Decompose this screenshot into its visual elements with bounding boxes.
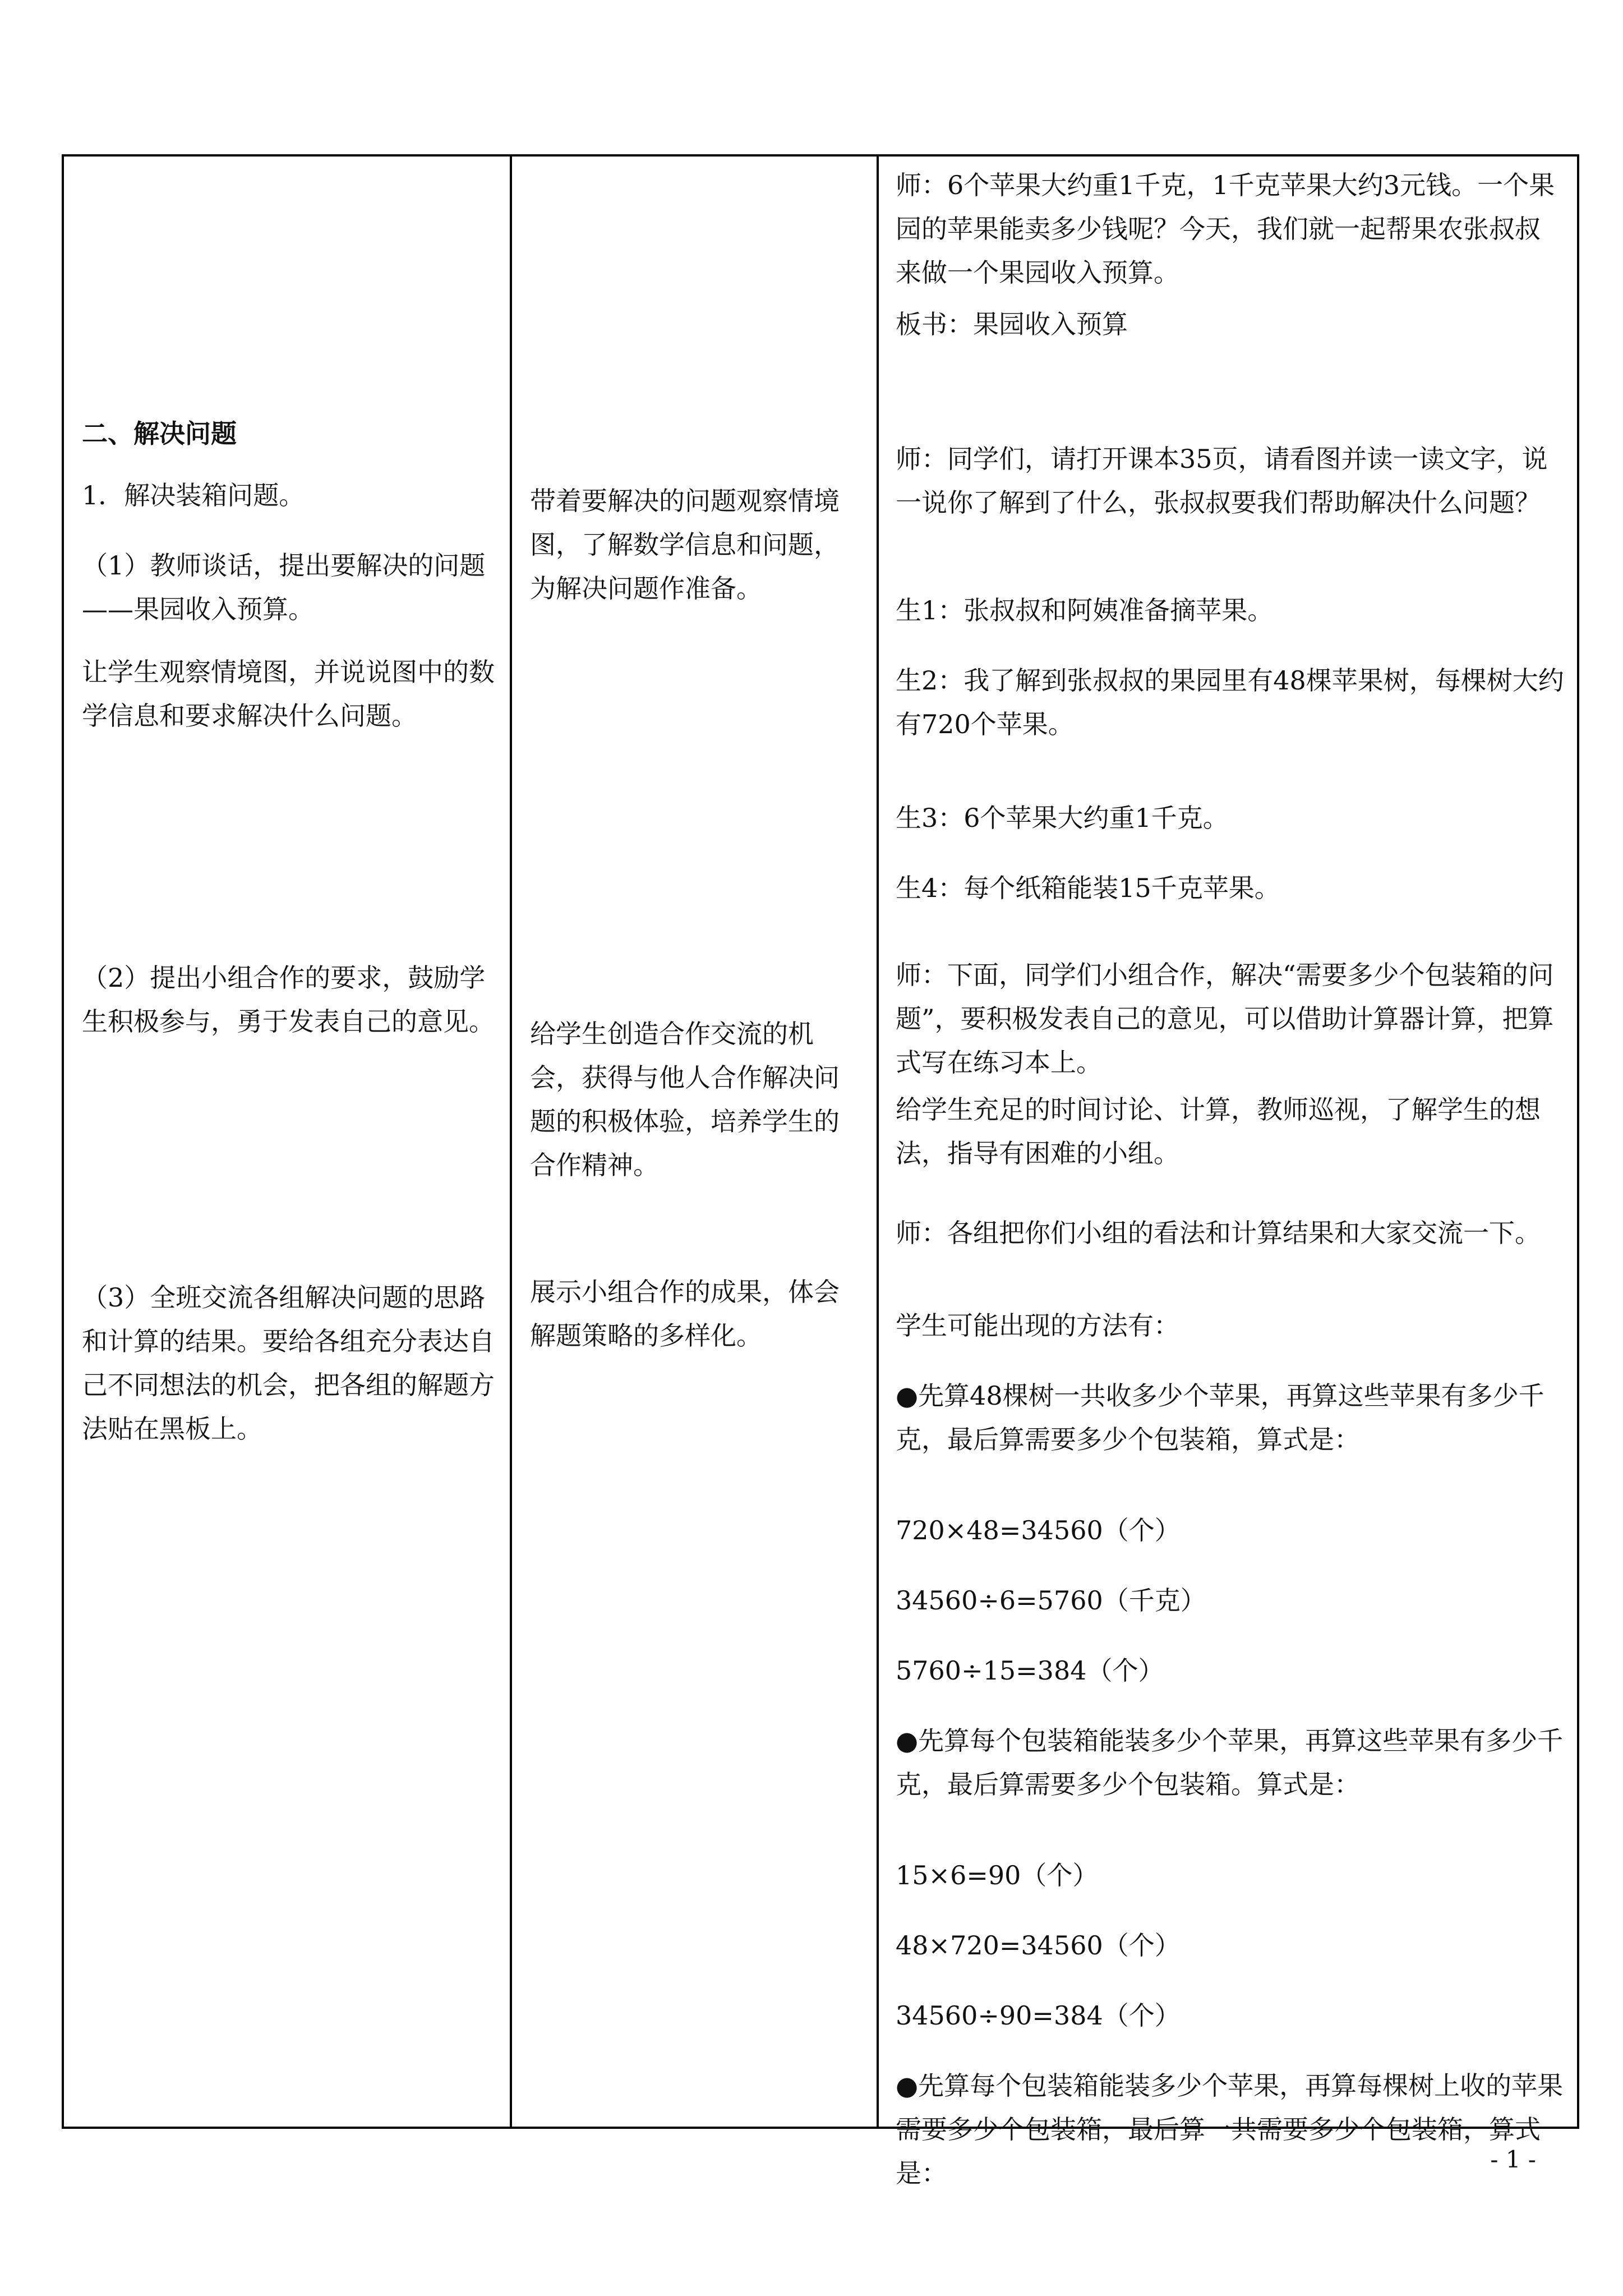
dialogue-line: 师：同学们，请打开课本35页，请看图并读一读文字，说一说你了解到了什么，张叔叔要我们帮助解决什么问题？ [896, 444, 1548, 518]
dialogue-line: 生2：我了解到张叔叔的果园里有48棵苹果树，每棵树大约有720个苹果。 [896, 665, 1564, 739]
item-1: 1．解决装箱问题。 [82, 480, 305, 510]
item-1-3: （3）全班交流各组解决问题的思路和计算的结果。要给各组充分表达自己不同想法的机会，把各组的解题方法贴在黑板上。 [82, 1282, 495, 1444]
formula-line: 48×720=34560（个） [896, 1930, 1181, 1961]
intent-2: 给学生创造合作交流的机会，获得与他人合作解决问题的积极体验，培养学生的合作精神。 [530, 1019, 840, 1180]
formula-line: 5760÷15=384（个） [896, 1655, 1164, 1686]
section-heading: 二、解决问题 [82, 418, 237, 449]
page-number: - 1 - [1490, 2146, 1536, 2173]
lesson-plan-table [62, 154, 1579, 2188]
dialogue-line: 板书：果园收入预算 [896, 309, 1128, 339]
dialogue-line: 学生可能出现的方法有： [896, 1310, 1179, 1341]
intent-1: 带着要解决的问题观察情境图，了解数学信息和问题，为解决问题作准备。 [530, 486, 840, 604]
method-bullet: ●先算每个包装箱能装多少个苹果，再算这些苹果有多少千克，最后算需要多少个包装箱。算式是： [896, 1726, 1564, 1800]
dialogue-line: 给学生充足的时间讨论、计算，教师巡视，了解学生的想法，指导有困难的小组。 [896, 1094, 1541, 1168]
formula-line: 720×48=34560（个） [896, 1515, 1181, 1545]
formula-line: 15×6=90（个） [896, 1860, 1099, 1890]
table-row [63, 155, 1578, 2128]
dialogue-line: 师：下面，同学们小组合作，解决“需要多少个包装箱的问题”，要积极发表自己的意见，可以借助计算器计算，把算式写在练习本上。 [896, 960, 1554, 1078]
design-intent-column [511, 155, 878, 2128]
formula-line: 34560÷90=384（个） [896, 2000, 1181, 2031]
item-1-1: （1）教师谈话，提出要解决的问题——果园收入预算。 [82, 550, 486, 624]
method-bullet: ●先算48棵树一共收多少个苹果，再算这些苹果有多少千克，最后算需要多少个包装箱，算式是： [896, 1381, 1544, 1455]
method-bullet: ●先算每个包装箱能装多少个苹果，再算每棵树上收的苹果需要多少个包装箱，最后算一共需要多少个包装箱，算式是： [896, 2070, 1564, 2188]
item-1-1-detail: 让学生观察情境图，并说说图中的数学信息和要求解决什么问题。 [82, 657, 495, 731]
formula-line: 34560÷6=5760（千克） [896, 1585, 1206, 1616]
teaching-process-column [63, 155, 511, 2128]
dialogue-line: 师：各组把你们小组的看法和计算结果和大家交流一下。 [896, 1218, 1541, 1248]
dialogue-line: 生4：每个纸箱能装15千克苹果。 [896, 873, 1280, 903]
intent-3: 展示小组合作的成果，体会解题策略的多样化。 [530, 1277, 840, 1351]
dialogue-line: 生1：张叔叔和阿姨准备摘苹果。 [896, 595, 1274, 625]
dialogue-line: 生3：6个苹果大约重1千克。 [896, 803, 1229, 833]
classroom-dialogue-column [878, 155, 1578, 2188]
item-1-2: （2）提出小组合作的要求，鼓励学生积极参与，勇于发表自己的意见。 [82, 963, 495, 1037]
dialogue-line: 师：6个苹果大约重1千克，1千克苹果大约3元钱。一个果园的苹果能卖多少钱呢？今天，我们就一起帮果农张叔叔来做一个果园收入预算。 [896, 170, 1555, 288]
